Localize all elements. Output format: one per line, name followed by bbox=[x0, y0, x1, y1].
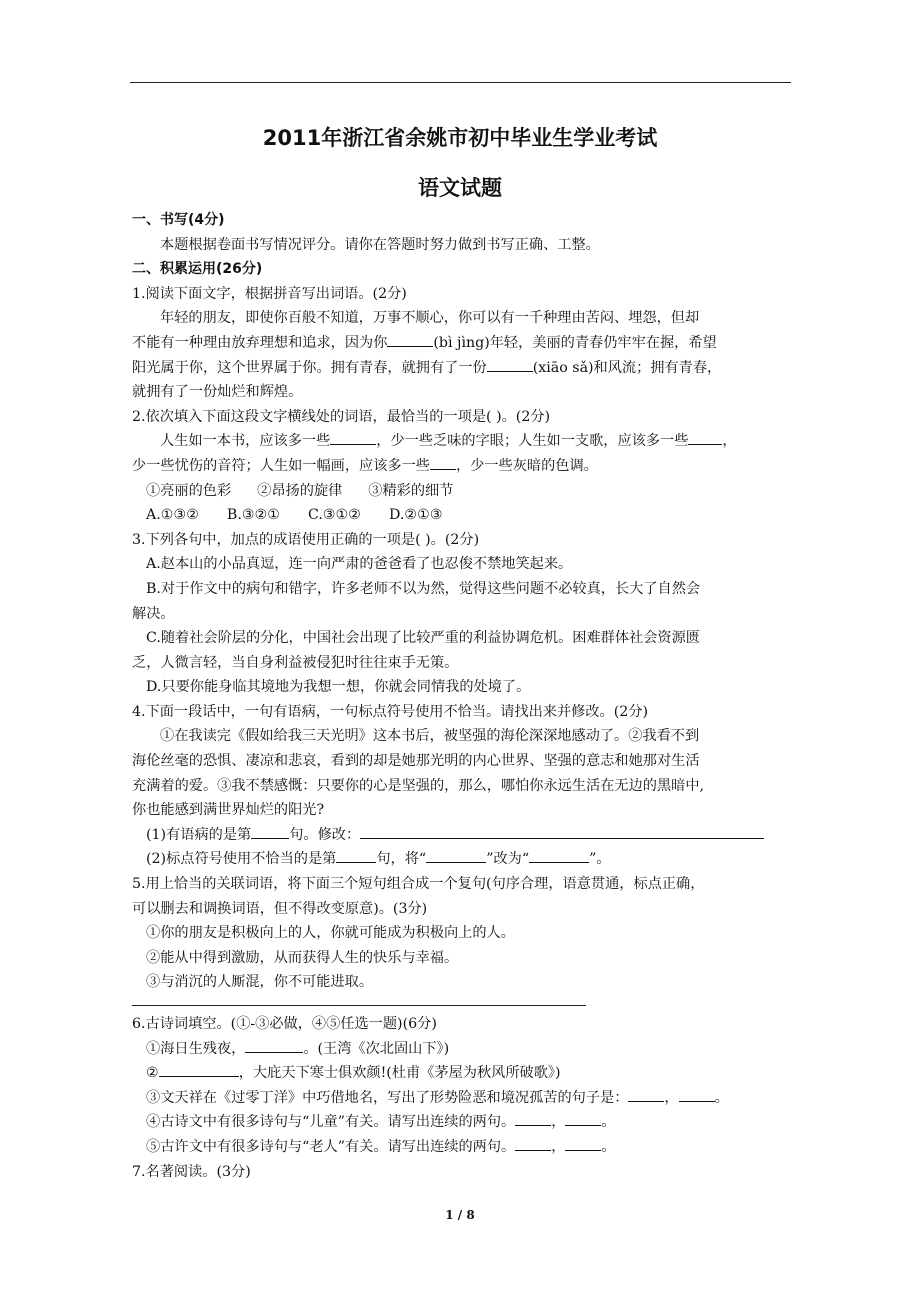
q1-line2: 不能有一种理由放弃理想和追求，因为你 (bì jìng)年轻，美丽的青春仍牢牢在握，希望 bbox=[132, 331, 792, 356]
q1-line4: 就拥有了一份灿烂和辉煌。 bbox=[132, 384, 303, 401]
q2-stem: 2.依次填入下面这段文字横线处的词语，最恰当的一项是( )。(2分) bbox=[132, 408, 551, 425]
q5-stem-line2: 可以删去和调换词语，但不得改变原意)。(3分) bbox=[132, 900, 428, 917]
q4-blank-to[interactable] bbox=[529, 848, 589, 863]
q2-option: ②昂扬的旋律 bbox=[257, 482, 343, 499]
q2-line2: 少一些忧伤的音符；人生如一幅画，应该多一些 ，少一些灰暗的色调。 bbox=[132, 454, 792, 479]
q4-answer-1: (1)有语病的是第 句。修改： bbox=[132, 823, 792, 848]
q3-option-c-line2: 乏，人微言轻，当自身利益被侵犯时往往束手无策。 bbox=[132, 654, 459, 671]
q1-blank-1[interactable] bbox=[387, 332, 433, 347]
q4-revision-line[interactable] bbox=[360, 824, 764, 839]
q2-option: ①亮丽的色彩 bbox=[146, 482, 232, 499]
q2-options bbox=[132, 479, 792, 504]
q5-sentence-2: ②能从中得到激励，从而获得人生的快乐与幸福。 bbox=[146, 949, 459, 966]
q2-option: ③精彩的细节 bbox=[368, 482, 454, 499]
q4-answer-2: (2)标点符号使用不恰当的是第 句，将“ ”改为“ ”。 bbox=[132, 847, 792, 872]
section1-text: 本题根据卷面书写情况评分。请你在答题时努力做到书写正确、工整。 bbox=[160, 236, 600, 253]
q6-line1: ①海日生残夜， 。(王湾《次北固山下》) bbox=[132, 1037, 792, 1062]
q4-line1: ①在我读完《假如给我三天光明》这本书后，被坚强的海伦深深地感动了。②我看不到 bbox=[160, 728, 700, 745]
q4-line2: 海伦丝毫的恐惧、凄凉和悲哀，看到的却是她那光明的内心世界、坚强的意志和她那对生活 bbox=[132, 753, 700, 770]
q4-stem: 4.下面一段话中，一句有语病，一句标点符号使用不恰当。请找出来并修改。(2分) bbox=[132, 703, 649, 720]
q3-option-b-line1[interactable]: B.对于作文中的病句和错字，许多老师不以为然，觉得这些问题不必较真，长大了自然会 bbox=[146, 580, 701, 597]
q5-sentence-1: ①你的朋友是积极向上的人，你就可能成为积极向上的人。 bbox=[146, 925, 515, 942]
q5-sentence-3: ③与消沉的人厮混，你不可能进取。 bbox=[146, 974, 374, 991]
q1-line1: 年轻的朋友，即使你百般不知道，万事不顺心，你可以有一千种理由苦闷、埋怨，但却 bbox=[160, 310, 700, 327]
q1-line3: 阳光属于你，这个世界属于你。拥有青春，就拥有了一份 (xiāo sǎ)和风流；拥有青春， bbox=[132, 356, 792, 381]
exam-title: 2011年浙江省余姚市初中毕业生学业考试 bbox=[262, 126, 658, 150]
header-rule bbox=[130, 82, 791, 83]
page-number: 1 / 8 bbox=[445, 1208, 475, 1222]
q2-blank-1[interactable] bbox=[330, 430, 376, 445]
q3-option-a[interactable]: A.赵本山的小品真逗，连一向严肃的爸爸看了也忍俊不禁地笑起来。 bbox=[146, 556, 573, 573]
q2-choice[interactable]: B.③②① bbox=[226, 507, 281, 524]
exam-subtitle: 语文试题 bbox=[418, 176, 502, 200]
q6-blank-4b[interactable] bbox=[565, 1111, 601, 1126]
q6-line5: ⑤古许文中有很多诗句与“老人”有关。请写出连续的两句。 ， 。 bbox=[132, 1135, 792, 1160]
q6-blank-2[interactable] bbox=[159, 1062, 239, 1077]
answer-area-rule bbox=[132, 1005, 586, 1006]
q6-blank-5b[interactable] bbox=[565, 1136, 601, 1151]
q2-choice[interactable]: A.①③② bbox=[146, 507, 199, 524]
q6-line4: ④古诗文中有很多诗句与“儿童”有关。请写出连续的两句。 ， 。 bbox=[132, 1110, 792, 1135]
q6-blank-5a[interactable] bbox=[515, 1136, 551, 1151]
q2-blank-3[interactable] bbox=[430, 455, 456, 470]
q6-line2: ② ，大庇天下寒士俱欢颜!(杜甫《茅屋为秋风所破歌》) bbox=[132, 1061, 792, 1086]
q6-stem: 6.古诗词填空。(①-③必做，④⑤任选一题)(6分) bbox=[132, 1016, 437, 1032]
section1-heading: 一、书写(4分) bbox=[132, 212, 225, 228]
q1-stem: 1.阅读下面文字，根据拼音写出词语。(2分) bbox=[132, 285, 407, 302]
q4-line4: 你也能感到满世界灿烂的阳光? bbox=[132, 802, 325, 819]
q4-line3: 充满着的爱。③我不禁感慨：只要你的心是坚强的，那么，哪怕你永远生活在无边的黑暗中, bbox=[132, 777, 705, 794]
q6-blank-1[interactable] bbox=[245, 1038, 303, 1053]
q3-option-c-line1[interactable]: C.随着社会阶层的分化，中国社会出现了比较严重的利益协调危机。困难群体社会资源匮 bbox=[146, 630, 700, 647]
section2-heading: 二、积累运用(26分) bbox=[132, 261, 263, 278]
q2-choice[interactable]: D.②①③ bbox=[389, 507, 443, 524]
q7-stem: 7.名著阅读。(3分) bbox=[132, 1163, 251, 1180]
exam-content bbox=[132, 208, 792, 1184]
q2-choices bbox=[132, 503, 792, 528]
q6-blank-3b[interactable] bbox=[679, 1087, 715, 1102]
q6-blank-4a[interactable] bbox=[515, 1111, 551, 1126]
q2-line1: 人生如一本书，应该多一些 ，少一些乏味的字眼；人生如一支歌，应该多一些 ， bbox=[132, 429, 792, 454]
q4-blank-punct[interactable] bbox=[336, 848, 376, 863]
q5-stem-line1: 5.用上恰当的关联词语，将下面三个短句组合成一个复句(句序合理，语意贯通，标点正确， bbox=[132, 876, 705, 893]
q6-line3: ③文天祥在《过零丁洋》中巧借地名，写出了形势险恶和境况孤苦的句子是： ， 。 bbox=[132, 1086, 792, 1111]
q2-choice[interactable]: C.③①② bbox=[308, 507, 362, 524]
q4-blank-from[interactable] bbox=[426, 848, 486, 863]
q3-option-d[interactable]: D.只要你能身临其境地为我想一想，你就会同情我的处境了。 bbox=[146, 679, 531, 696]
q4-blank-sentence[interactable] bbox=[251, 824, 289, 839]
q1-blank-2[interactable] bbox=[487, 357, 533, 372]
q6-blank-3a[interactable] bbox=[628, 1087, 664, 1102]
q3-stem: 3.下列各句中，加点的成语使用正确的一项是( )。(2分) bbox=[132, 531, 480, 548]
q3-option-b-line2: 解决。 bbox=[132, 605, 175, 622]
q2-blank-2[interactable] bbox=[688, 430, 722, 445]
